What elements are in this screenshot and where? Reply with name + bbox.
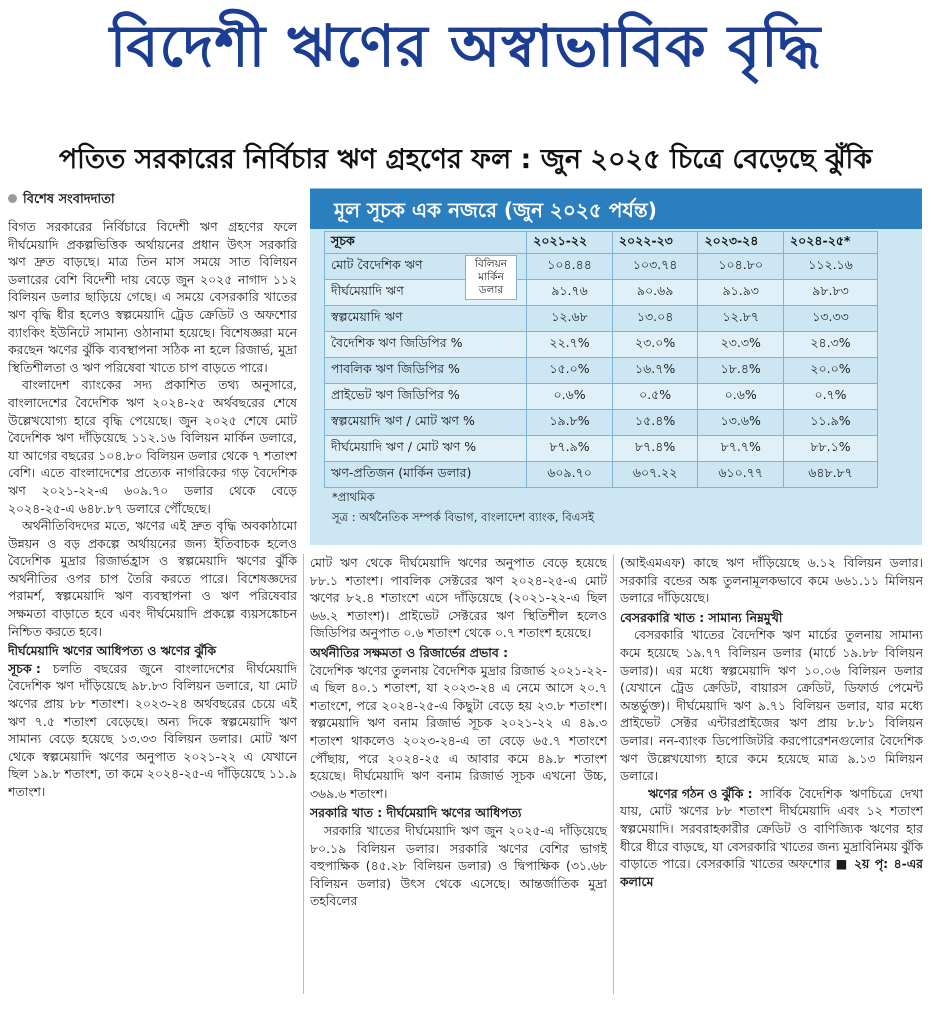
column-divider [613, 554, 614, 994]
cell-value: ১০৩.৭৪ [612, 254, 698, 280]
table-row [325, 436, 878, 462]
table-row [325, 332, 878, 358]
inline-subheading: ঋণের গঠন ও ঝুঁকি : [648, 785, 753, 801]
cell-value: ১১.৯% [784, 410, 878, 436]
cell-value: ১৮.৪% [698, 358, 784, 384]
row-label: দীর্ঘমেয়াদি ঋণ [325, 280, 527, 306]
row-label: দীর্ঘমেয়াদি ঋণ / মোট ঋণ % [325, 436, 527, 462]
cell-value: ৮৮.১% [784, 436, 878, 462]
cell-value: ২৩.৩% [698, 332, 784, 358]
table-footnote: *প্রাথমিক [332, 490, 375, 504]
table-title: মূল সূচক এক নজরে (জুন ২০২৫ পর্যন্ত) [334, 198, 657, 222]
paragraph: বেসরকারি খাতের বৈদেশিক ঋণ মার্চের তুলনায় সামান্য কমে হয়েছে ১৯.৭৭ বিলিয়ন ডলার (মার্চে ১৯.৮৮ বিলিয়ন ডলার)। এর মধ্যে স্বল্পমেয়াদি ঋণ ১০.০৬ বিলিয়ন ডলার (যেখানে ট্রেড ক্রেডিট, বায়ারস ক্রেডিট, ডিফার্ড পেমেন্ট অন্তর্ভুক্ত)। দীর্ঘমেয়াদি ঋণ ৯.৭১ বিলিয়ন ডলার, যার মধ্যে প্রাইভেট সেক্টর এন্টারপ্রাইজের ঋণ প্রায় ৮.৮১ বিলিয়ন ডলার। নন-ব্যাংক ডিপোজিটরি করপোরেশনগুলোর বৈদেশিক ঋণ উল্লেখযোগ্য হারে কমে হয়েছে মাত্র ৯.১৩ মিলিয়ন ডলারে। [620, 627, 923, 784]
continuation-note: ■ ২য় পৃ: ৪-এর কলামে [620, 856, 923, 889]
subheadline: পতিত সরকারের নির্বিচার ঋণ গ্রহণের ফল : জুন ২০২৫ চিত্রে বেড়েছে ঝুঁকি [58, 144, 873, 175]
cell-value: ১৫.৪% [612, 410, 698, 436]
byline [8, 190, 308, 211]
cell-value: ১২.৮৭ [698, 306, 784, 332]
paragraph [620, 785, 923, 891]
paragraph: বৈদেশিক ঋণের তুলনায় বৈদেশিক মুদ্রার রিজার্ভ ২০২১-২২-এ ছিল ৪০.১ শতাংশ, যা ২০২৩-২৪ এ নেমে আসে ২০.৭ শতাংশে, পরে ২০২৪-২৫-এ কিছুটা বেড়ে হয় ২৩.৮ শতাংশ। স্বল্পমেয়াদি ঋণ বনাম রিজার্ভ সূচক ২০২১-২২ এ ৪৯.৩ শতাংশ থাকলেও ২০২৩-২৪-এ তা বেড়ে ৬৫.৭ শতাংশে পৌঁছায়, পরে ২০২৪-২৫ এ আবার কমে ৪৯.৮ শতাংশ হয়েছে। দীর্ঘমেয়াদি ঋণ বনাম রিজার্ভ সূচক এখনো উচ্চ, ৩৬৯.৬ শতাংশ। [310, 662, 607, 801]
cell-value: ৯১.৯৩ [698, 280, 784, 306]
cell-value: ৬০৯.৭০ [527, 462, 613, 488]
paragraph: অর্থনীতিবিদদের মতে, ঋণের এই দ্রুত বৃদ্ধি অবকাঠামো উন্নয়ন ও বড় প্রকল্পে অর্থায়নের জন্য ইতিবাচক হলেও বৈদেশিক মুদ্রার রিজার্ভহ্রাস ও স্বল্পমেয়াদি ঋণের ঝুঁকি অর্থনীতির ওপর চাপ তৈরি করতে পারে। বিশেষজ্ঞদের পরামর্শ, স্বল্পমেয়াদি ঋণ ব্যবস্থাপনা ও ঋণ পরিষেবার সক্ষমতা বাড়াতে হবে এবং দীর্ঘমেয়াদি প্রকল্পে ব্যয়সঙ্কোচন নিশ্চিত করতে হবে। [8, 518, 297, 639]
header-year: ২০২১-২২ [527, 232, 613, 254]
subheading: অর্থনীতির সক্ষমতা ও রিজার্ভের প্রভাব : [310, 644, 509, 660]
table-row [325, 462, 878, 488]
cell-value: ৬৪৮.৮৭ [784, 462, 878, 488]
cell-value: ১৫.০% [527, 358, 613, 384]
cell-value: ১২.৬৮ [527, 306, 613, 332]
row-label: স্বল্পমেয়াদি ঋণ [325, 306, 527, 332]
article-column-1 [8, 218, 297, 1004]
paragraph: বিগত সরকারের নির্বিচারে বিদেশী ঋণ গ্রহণের ফলে দীর্ঘমেয়াদি প্রকল্পভিত্তিক অর্থায়নের প্রধান উৎস সরকারি ঋণ দ্রুত বাড়ছে। মাত্র তিন মাস সময়ে সাত বিলিয়ন ডলারের বেশি বিদেশী দায় বেড়ে জুন ২০২৫ নাগাদ ১১২ বিলিয়ন ডলার ছাড়িয়ে গেছে। এ সময়ে বেসরকারি খাতের ঋণ বৃদ্ধি ধীর হলেও স্বল্পমেয়াদি ট্রেড ক্রেডিট ও অফশোর ব্যাংকিং ইউনিটে সামান্য ওঠানামা হয়েছে। বিশেষজ্ঞরা মনে করছেন ঋণের ঝুঁকি ব্যবস্থাপনা সঠিক না হলে রিজার্ভ, মুদ্রা স্থিতিশীলতা ও ঋণ পরিষেবা খাতে চাপ বাড়তে পারে। [8, 219, 297, 375]
paragraph [8, 660, 297, 801]
subheading: বেসরকারি খাত : সামান্য নিম্নমুখী [620, 609, 783, 625]
row-label: স্বল্পমেয়াদি ঋণ / মোট ঋণ % [325, 410, 527, 436]
paragraph: (আইএমএফ) কাছে ঋণ দাঁড়িয়েছে ৬.১২ বিলিয়ন ডলার। সরকারি বন্ডের অঙ্ক তুলনামূলকভাবে কমে ৬৬১.১১ মিলিয়ন ডলারে দাঁড়িয়েছে। [620, 555, 923, 606]
cell-value: ৮৭.৭% [698, 436, 784, 462]
row-label: পাবলিক ঋণ জিডিপির % [325, 358, 527, 384]
row-label: বৈদেশিক ঋণ জিডিপির % [325, 332, 527, 358]
subheading: দীর্ঘমেয়াদি ঋণের আধিপত্য ও ঋণের ঝুঁকি [8, 643, 217, 659]
cell-value: ২২.৭% [527, 332, 613, 358]
key-indicators-box [310, 188, 922, 545]
table-header-row [325, 232, 878, 254]
cell-value: ০.৭% [784, 384, 878, 410]
indicators-table [324, 231, 878, 488]
cell-value: ০.৬% [698, 384, 784, 410]
cell-value: ০.৫% [612, 384, 698, 410]
column-divider [303, 554, 304, 994]
table-title-bar [310, 189, 922, 229]
header-year: ২০২৩-২৪ [698, 232, 784, 254]
cell-value: ১১২.১৬ [784, 254, 878, 280]
table-row [325, 384, 878, 410]
unit-note: বিলিয়ন মার্কিন ডলার [465, 255, 517, 300]
article-column-2 [310, 554, 607, 1004]
headline: বিদেশী ঋণের অস্বাভাবিক বৃদ্ধি [109, 12, 822, 80]
paragraph: বাংলাদেশ ব্যাংকের সদ্য প্রকাশিত তথ্য অনুসারে, বাংলাদেশের বৈদেশিক ঋণ ২০২৪-২৫ অর্থবছরের শেষে উল্লেখযোগ্য হারে বৃদ্ধি পেয়েছে। জুন ২০২৫ শেষে মোট বৈদেশিক ঋণ দাঁড়িয়েছে ১১২.১৬ বিলিয়ন মার্কিন ডলারে, যা আগের বছরের ১০৪.৮০ বিলিয়ন ডলার থেকে ৭ শতাংশ বেশি। এতে বাংলাদেশের প্রত্যেক নাগরিকের গড় বৈদেশিক ঋণ ২০২১-২২-এ ৬০৯.৭০ ডলার থেকে বেড়ে ২০২৪-২৫-এ ৬৪৮.৮৭ ডলারে পৌঁছেছে। [8, 377, 297, 516]
cell-value: ১৩.০৪ [612, 306, 698, 332]
cell-value: ৮৭.৯% [527, 436, 613, 462]
bullet-icon [8, 194, 17, 203]
cell-value: ৯৮.৮৩ [784, 280, 878, 306]
cell-value: ৯০.৬৯ [612, 280, 698, 306]
header-year: ২০২৪-২৫* [784, 232, 878, 254]
cell-value: ৯১.৭৬ [527, 280, 613, 306]
table-row [325, 254, 878, 280]
cell-value: ০.৬% [527, 384, 613, 410]
header-indicator: সূচক [325, 232, 527, 254]
cell-value: ১০৪.৪৪ [527, 254, 613, 280]
row-label: মোট বৈদেশিক ঋণ [325, 254, 527, 280]
table-row [325, 306, 878, 332]
cell-value: ১৩.৩৩ [784, 306, 878, 332]
paragraph: মোট ঋণ থেকে দীর্ঘমেয়াদি ঋণের অনুপাত বেড়ে হয়েছে ৮৮.১ শতাংশ। পাবলিক সেক্টরের ঋণ ২০২৪-২৫-এ মোট ঋণের ৮২.৪ শতাংশে এসে দাঁড়িয়েছে (২০২১-২২-এ ছিল ৬৬.২ শতাংশ)। প্রাইভেট সেক্টরের ঋণ স্থিতিশীল হলেও জিডিপির অনুপাত ০.৬ শতাংশ থেকে ০.৭ শতাংশ হয়েছে। [310, 555, 607, 641]
table-row [325, 280, 878, 306]
cell-value: ২০.০% [784, 358, 878, 384]
table-row [325, 410, 878, 436]
cell-value: ৬১০.৭৭ [698, 462, 784, 488]
header-year: ২০২২-২৩ [612, 232, 698, 254]
cell-value: ২৩.০% [612, 332, 698, 358]
row-label: প্রাইভেট ঋণ জিডিপির % [325, 384, 527, 410]
cell-value: ৬০৭.২২ [612, 462, 698, 488]
row-label: ঋণ-প্রতিজন (মার্কিন ডলার) [325, 462, 527, 488]
cell-value: ১৯.৮% [527, 410, 613, 436]
byline-text: বিশেষ সংবাদদাতা [23, 192, 115, 207]
cell-value: ১০৪.৮০ [698, 254, 784, 280]
table-source: সূত্র : অর্থনৈতিক সম্পর্ক বিভাগ, বাংলাদেশ ব্যাংক, বিএসই [332, 510, 595, 524]
cell-value: ১৬.৭% [612, 358, 698, 384]
cell-value: ১৩.৬% [698, 410, 784, 436]
cell-value: ৮৭.৪% [612, 436, 698, 462]
paragraph: সরকারি খাতের দীর্ঘমেয়াদি ঋণ জুন ২০২৫-এ দাঁড়িয়েছে ৮০.১৯ বিলিয়ন ডলার। সরকারি ঋণের বেশির ভাগই বহুপাক্ষিক (৪৫.২৮ বিলিয়ন ডলার) ও দ্বিপাক্ষিক (৩১.৬৮ বিলিয়ন ডলার) উৎস থেকে এসেছে। আন্তর্জাতিক মুদ্রা তহবিলের [310, 822, 607, 909]
cell-value: ২৪.৩% [784, 332, 878, 358]
article-column-3 [620, 554, 923, 1004]
inline-subheading: সূচক : [8, 660, 41, 676]
paragraph-text: সার্বিক বৈদেশিক ঋণচিত্রে দেখা যায়, মোট ঋণের ৮৮ শতাংশ দীর্ঘমেয়াদি এবং ১২ শতাংশ স্বল্পমেয়াদি। সরবরাহকারীর ক্রেডিট ও বাণিজ্যিক ঋণের হার ধীরে ধীরে বাড়ছে, যা বেসরকারি খাতের জন্য মুদ্রাবিনিময় ঝুঁকি বাড়াতে পারে। বেসরকারি খাতের অফশোর [620, 785, 923, 872]
subheading: সরকারি খাত : দীর্ঘমেয়াদি ঋণের আধিপত্য [310, 805, 522, 821]
table-row [325, 358, 878, 384]
paragraph-text: চলতি বছরের জুনে বাংলাদেশের দীর্ঘমেয়াদি বৈদেশিক ঋণ দাঁড়িয়েছে ৯৮.৮৩ বিলিয়ন ডলারে, যা মোট ঋণের প্রায় ৮৮ শতাংশ। ২০২৩-২৪ অর্থবছরের চেয়ে এই ঋণ ৭.৫ শতাংশ বেড়েছে। অন্য দিকে স্বল্পমেয়াদি ঋণ সামান্য বেড়ে হয়েছে ১৩.৩৩ বিলিয়ন ডলার। মোট ঋণ থেকে স্বল্পমেয়াদি ঋণের অনুপাত ২০২১-২২ এ যেখানে ছিল ১৯.৮ শতাংশ, তা কমে ২০২৪-২৫-এ দাঁড়িয়েছে ১১.৯ শতাংশ। [8, 660, 297, 799]
